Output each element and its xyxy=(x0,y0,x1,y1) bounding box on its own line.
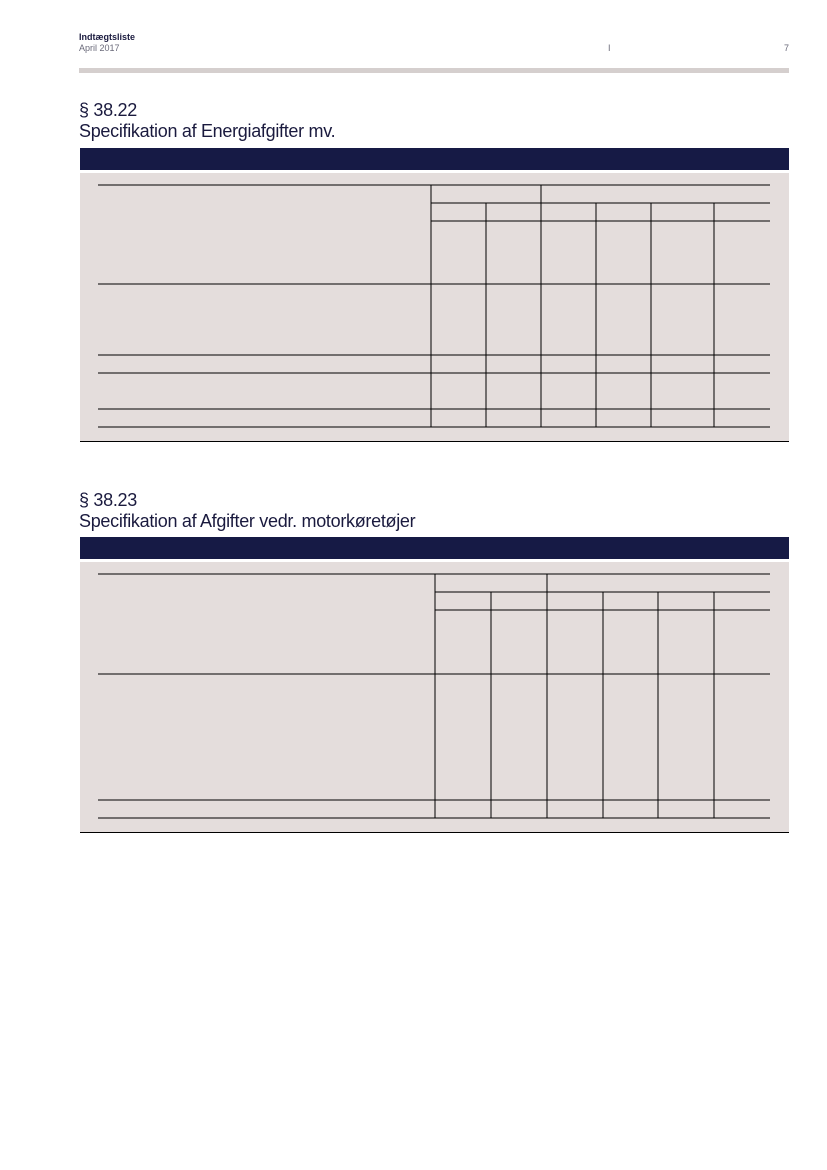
section-title: Specifikation af Energiafgifter mv. xyxy=(79,121,336,141)
table-panel-38-23 xyxy=(80,562,789,833)
page-header xyxy=(79,32,789,54)
page-number: 7 xyxy=(783,43,789,53)
section-title: Specifikation af Afgifter vedr. motorkøretøjer xyxy=(79,511,416,531)
section-number: § 38.22 xyxy=(79,100,137,120)
header-separator: I xyxy=(608,43,611,53)
table-grid-38-23 xyxy=(80,562,789,832)
section-number: § 38.23 xyxy=(79,490,137,510)
section-heading-38-23 xyxy=(79,490,415,532)
table-panel-38-22 xyxy=(80,173,789,442)
table-grid-38-22 xyxy=(80,173,789,441)
header-rule xyxy=(79,68,789,73)
document-title: Indtægtsliste xyxy=(79,32,136,42)
document-date: April 2017 xyxy=(79,43,120,53)
section-heading-38-22 xyxy=(79,100,335,142)
table-header-band xyxy=(80,148,789,170)
table-header-band xyxy=(80,537,789,559)
